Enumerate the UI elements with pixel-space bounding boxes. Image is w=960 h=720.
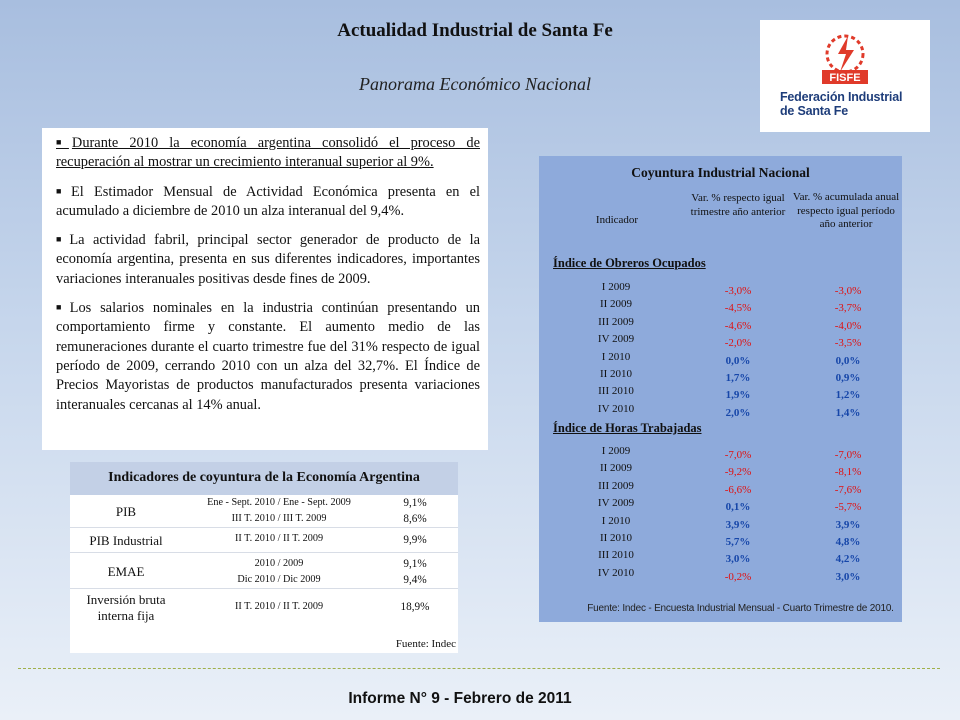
table-cell: -8,1% <box>834 466 862 479</box>
fisfe-emblem-icon <box>810 32 880 88</box>
economy-table-source: Fuente: Indec <box>395 638 456 650</box>
table-cell: 4,8% <box>835 536 861 548</box>
table-cell: II 2009 <box>599 462 633 475</box>
table-cell: I 2010 <box>601 350 631 363</box>
page-subtitle: Panorama Económico Nacional <box>359 74 591 94</box>
table-cell: III 2009 <box>598 479 634 492</box>
table-cell: IV 2009 <box>597 497 635 510</box>
table-cell: 1,4% <box>835 406 861 419</box>
column-header-quarterly: Var. % respecto igual trimestre año anterior <box>690 192 786 218</box>
table-cell: III 2009 <box>598 315 634 328</box>
economy-table-title: Indicadores de coyuntura de la Economía Argentina <box>70 462 458 495</box>
table-cell: 3,0% <box>725 553 751 566</box>
logo-acronym: FISFE <box>829 72 861 84</box>
column-header-cumulative: Var. % acumulada anual respecto igual período año anterior <box>792 191 900 230</box>
table-cell: -3,5% <box>834 337 862 350</box>
table-cell: 0,1% <box>725 501 751 514</box>
table-cell: III 2010 <box>598 385 634 398</box>
economy-indicators-table: Indicadores de coyuntura de la Economía Argentina PIB Ene - Sept. 2010 / Ene - Sept. 2009 9,1% III T. 2010 / III T. 2009 8,6% PIB Industrial II T. 2010 / II T. 2009 9,9% EMAE 2010 / 2009 9,1% Dic 2010 / Dic 2009 9,4% Inversión bruta interna fija II T. 2010 / II T. 2009 18,9% Fuente: Indec <box>70 462 458 653</box>
table-cell: 3,0% <box>835 570 861 583</box>
summary-bullets <box>42 128 488 450</box>
section-title: Índice de Obreros Ocupados <box>553 256 706 270</box>
table-cell: IV 2010 <box>597 402 635 415</box>
section-title: Índice de Horas Trabajadas <box>553 421 702 435</box>
table-cell: -0,2% <box>724 570 752 583</box>
column-header-indicator: Indicador <box>595 214 639 226</box>
table-cell: I 2010 <box>601 514 631 527</box>
bullet-item: ■ Los salarios nominales en la industria continúan presentando un comportamiento firme y constante. El aumento medio de las remuneraciones durante el cuarto trimestre fue del 31% respecto de igual período de 2009, cerrando 2010 con un alza del 32,7%. El Índice de Precios Mayoristas de productos manufacturados presenta variaciones interanuales cercanas al 14% anual. <box>56 300 480 413</box>
table-cell: -3,7% <box>834 302 862 315</box>
table-cell: IV 2009 <box>597 333 635 346</box>
table-cell: 0,0% <box>725 354 751 367</box>
table-cell: 1,7% <box>725 372 751 384</box>
table-cell: -4,5% <box>724 302 752 315</box>
table-cell: 2,0% <box>725 406 751 419</box>
fisfe-logo <box>760 20 930 132</box>
table-cell: IV 2010 <box>597 566 635 579</box>
table-cell: I 2009 <box>601 281 631 293</box>
table-cell: 5,7% <box>725 536 751 548</box>
table-cell: -7,0% <box>724 449 752 461</box>
table-cell: 1,9% <box>725 389 751 402</box>
table-cell: -3,0% <box>834 285 862 297</box>
bullet-item: ■ Durante 2010 la economía argentina consolidó el proceso de recuperación al mostrar un crecimiento interanual superior al 9%. <box>56 135 480 171</box>
page-title: Actualidad Industrial de Santa Fe <box>337 20 613 41</box>
table-cell: -2,0% <box>724 337 752 350</box>
coyuntura-title: Coyuntura Industrial Nacional <box>631 165 810 180</box>
report-footer: Informe N° 9 - Febrero de 2011 <box>348 690 572 707</box>
table-cell: 0,9% <box>835 372 861 384</box>
table-cell: -5,7% <box>834 501 862 514</box>
table-cell: I 2009 <box>601 445 631 457</box>
table-cell: 4,2% <box>835 553 861 566</box>
logo-line-2: de Santa Fe <box>780 104 848 118</box>
table-cell: III 2010 <box>598 549 634 562</box>
table-cell: -4,0% <box>834 319 862 332</box>
industrial-coyuntura-table <box>539 156 902 622</box>
table-cell: II 2010 <box>599 532 633 544</box>
coyuntura-source: Fuente: Indec - Encuesta Industrial Mensual - Cuarto Trimestre de 2010. <box>587 603 894 614</box>
table-cell: II 2009 <box>599 298 633 311</box>
bullet-item: ■ La actividad fabril, principal sector generador de producto de la economía argentina, presenta en sus diferentes indicadores, importantes variaciones interanuales positivas desde fines de 2009. <box>56 232 480 287</box>
table-cell: -6,6% <box>724 483 752 496</box>
table-cell: -9,2% <box>724 466 752 479</box>
table-cell: 3,9% <box>725 518 751 531</box>
table-cell: -7,0% <box>834 449 862 461</box>
table-cell: -7,6% <box>834 483 862 496</box>
table-cell: -4,6% <box>724 319 752 332</box>
logo-line-1: Federación Industrial <box>780 90 903 104</box>
table-cell: -3,0% <box>724 285 752 297</box>
table-cell: 3,9% <box>835 518 861 531</box>
footer-divider <box>18 668 940 669</box>
table-cell: II 2010 <box>599 368 633 380</box>
table-cell: 1,2% <box>835 389 861 402</box>
bullet-item: ■ El Estimador Mensual de Actividad Económica presenta en el acumulado a diciembre de 2010 un alza interanual del 9,4%. <box>56 183 480 219</box>
table-cell: 0,0% <box>835 354 861 367</box>
